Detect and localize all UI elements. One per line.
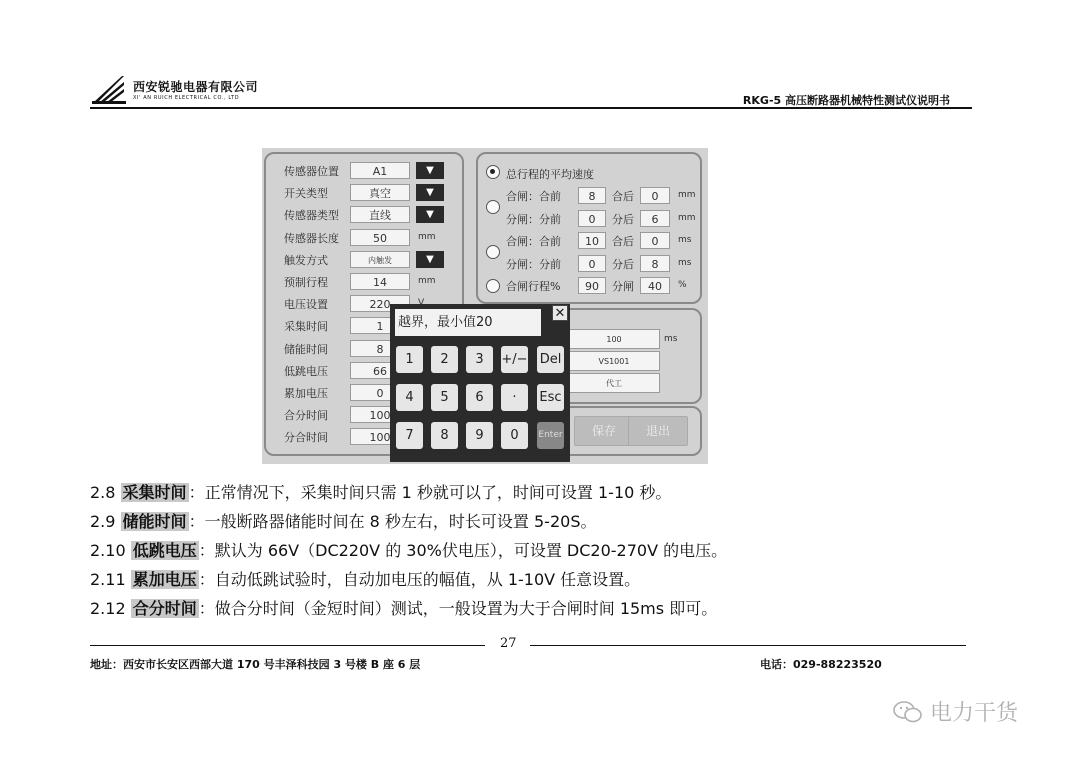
speed-unit: mm	[678, 212, 696, 223]
setting-label: 预制行程	[284, 276, 328, 289]
keypad-key[interactable]: Esc	[537, 384, 564, 411]
keypad-key[interactable]: 9	[466, 422, 493, 449]
keypad-key[interactable]: 3	[466, 346, 493, 373]
speed-value-field[interactable]: 8	[640, 255, 670, 272]
section-number: 2.12	[90, 599, 126, 618]
line-description: ：一般断路器储能时间在 8 秒左右，时长可设置 5-20S。	[188, 512, 597, 531]
company-logo	[92, 74, 126, 104]
chevron-down-icon[interactable]: ▼	[416, 251, 444, 268]
document-title: RKG-5 高压断路器机械特性测试仪说明书	[742, 94, 950, 107]
speed-value-field[interactable]: 0	[578, 255, 606, 272]
speed-value-field[interactable]: 0	[640, 187, 670, 204]
avg-speed-radio[interactable]	[486, 165, 500, 179]
keypad-key[interactable]: 1	[396, 346, 423, 373]
highlighted-term: 合分时间	[132, 599, 197, 618]
keypad-key[interactable]: 7	[396, 422, 423, 449]
chevron-down-icon[interactable]: ▼	[416, 206, 444, 223]
speed-row-label-a: 分闸：分前	[506, 257, 561, 271]
footer-divider-right	[530, 645, 966, 646]
setting-value-field[interactable]: 100	[350, 406, 410, 423]
keypad-message: 越界，最小值20	[395, 309, 541, 336]
highlighted-term: 累加电压	[132, 570, 197, 589]
watermark-text: 电力干货	[930, 701, 1019, 726]
speed-row-label-a: 分闸：分前	[506, 212, 561, 226]
chevron-down-icon[interactable]: ▼	[416, 162, 444, 179]
setting-unit: mm	[418, 231, 436, 242]
setting-value-field[interactable]: 220	[350, 295, 410, 312]
setting-label: 采集时间	[284, 320, 328, 334]
keypad-key[interactable]: 6	[466, 384, 493, 411]
speed-value-field[interactable]: 10	[578, 232, 606, 249]
body-line	[90, 509, 596, 532]
line-description: ：做合分时间（金短时间）测试，一般设置为大于合闸时间 15ms 即可。	[198, 599, 718, 618]
section-number: 2.8	[90, 483, 116, 502]
body-line	[90, 480, 671, 503]
keypad-key[interactable]: 4	[396, 384, 423, 411]
exit-button[interactable]: 退出	[628, 416, 688, 446]
line-description: ：自动低跳试验时，自动加电压的幅值，从 1-10V 任意设置。	[198, 570, 641, 589]
setting-value-field[interactable]: A1	[350, 162, 410, 179]
setting-label: 低跳电压	[284, 364, 328, 378]
speed-value-field[interactable]: 0	[578, 210, 606, 227]
header-divider	[90, 107, 972, 109]
speed-row-label-b: 分后	[612, 257, 634, 271]
section-number: 2.9	[90, 512, 116, 531]
setting-value-field[interactable]: 直线	[350, 206, 410, 223]
keypad-key[interactable]: +/−	[501, 346, 528, 373]
highlighted-term: 储能时间	[122, 512, 187, 531]
section-number: 2.10	[90, 541, 126, 560]
enter-key[interactable]: Enter	[537, 422, 564, 449]
setting-label: 开关类型	[284, 187, 328, 201]
keypad-key[interactable]: Del	[537, 346, 564, 373]
speed-row-label-a: 合闸：合前	[506, 190, 561, 203]
speed-value-field[interactable]: 6	[640, 210, 670, 227]
setting-label: 传感器长度	[284, 231, 339, 245]
line-description: ：正常情况下，采集时间只需 1 秒就可以了，时间可设置 1-10 秒。	[188, 483, 672, 502]
setting-label: 传感器类型	[284, 209, 339, 223]
keypad-key[interactable]: 0	[501, 422, 528, 449]
close-icon[interactable]: ✕	[552, 305, 568, 321]
speed-row-label-b: 合后	[612, 235, 634, 248]
setting-value-field[interactable]: 50	[350, 229, 410, 246]
setting-value-field[interactable]: 内触发	[350, 251, 410, 268]
speed-mode-radio[interactable]	[486, 279, 500, 293]
footer-phone: 电话：029-88223520	[760, 658, 882, 671]
speed-mode-radio[interactable]	[486, 200, 500, 214]
highlighted-term: 低跳电压	[132, 541, 197, 560]
speed-value-field[interactable]: 0	[640, 232, 670, 249]
speed-unit: ms	[678, 235, 692, 245]
body-line	[90, 567, 640, 590]
company-name-en: XI' AN RUICH ELECTRICAL CO., LTD	[133, 95, 240, 101]
speed-value-field[interactable]: 90	[578, 277, 606, 294]
setting-value-field[interactable]: 真空	[350, 184, 410, 201]
footer-address: 地址：西安市长安区西部大道 170 号丰泽科技园 3 号楼 B 座 6 层	[90, 658, 421, 671]
setting-value-field[interactable]: 66	[350, 362, 410, 379]
chevron-down-icon[interactable]: ▼	[416, 184, 444, 201]
footer-divider-left	[90, 645, 485, 646]
setting-value-field[interactable]: 100	[350, 428, 410, 445]
setting-label: 电压设置	[284, 298, 328, 312]
wechat-icon	[893, 700, 923, 724]
page-number: 27	[500, 636, 517, 651]
speed-row-label-b: 分后	[612, 212, 634, 226]
section-number: 2.11	[90, 570, 126, 589]
speed-unit: mm	[678, 190, 696, 200]
keypad-key[interactable]: 5	[431, 384, 458, 411]
setting-label: 储能时间	[284, 342, 328, 356]
line-description: ：默认为 66V（DC220V 的 30%伏电压），可设置 DC20-270V 的电压。	[198, 541, 728, 560]
setting-value-field[interactable]: 14	[350, 273, 410, 290]
speed-row-label-b: 分闸	[612, 280, 634, 293]
body-line	[90, 596, 717, 619]
speed-row-label-b: 合后	[612, 190, 634, 203]
body-line	[90, 538, 727, 561]
info-field[interactable]: 100	[568, 329, 660, 349]
setting-value-field[interactable]: 8	[350, 340, 410, 357]
speed-row-label-a: 合闸行程%	[506, 280, 561, 293]
info-field[interactable]: 代工	[568, 373, 660, 393]
speed-value-field[interactable]: 40	[640, 277, 670, 294]
company-name-cn: 西安锐驰电器有限公司	[133, 80, 259, 94]
setting-label: 累加电压	[284, 387, 328, 400]
info-unit: ms	[664, 334, 678, 344]
setting-label: 分合时间	[284, 431, 328, 445]
setting-value-field[interactable]: 0	[350, 384, 410, 401]
speed-row-label-a: 合闸：合前	[506, 235, 561, 248]
setting-value-field[interactable]: 1	[350, 317, 410, 334]
setting-unit: mm	[418, 276, 436, 286]
speed-value-field[interactable]: 8	[578, 187, 606, 204]
setting-label: 合分时间	[284, 409, 328, 423]
speed-title: 总行程的平均速度	[506, 168, 594, 181]
save-button[interactable]: 保存	[574, 416, 634, 446]
info-field[interactable]: VS1001	[568, 351, 660, 371]
setting-label: 传感器位置	[284, 165, 339, 178]
keypad-key[interactable]: ·	[501, 384, 528, 411]
speed-unit: ms	[678, 257, 692, 268]
speed-unit: %	[678, 280, 687, 290]
speed-mode-radio[interactable]	[486, 245, 500, 259]
setting-label: 触发方式	[284, 253, 328, 267]
keypad-key[interactable]: 2	[431, 346, 458, 373]
keypad-key[interactable]: 8	[431, 422, 458, 449]
highlighted-term: 采集时间	[122, 483, 187, 502]
